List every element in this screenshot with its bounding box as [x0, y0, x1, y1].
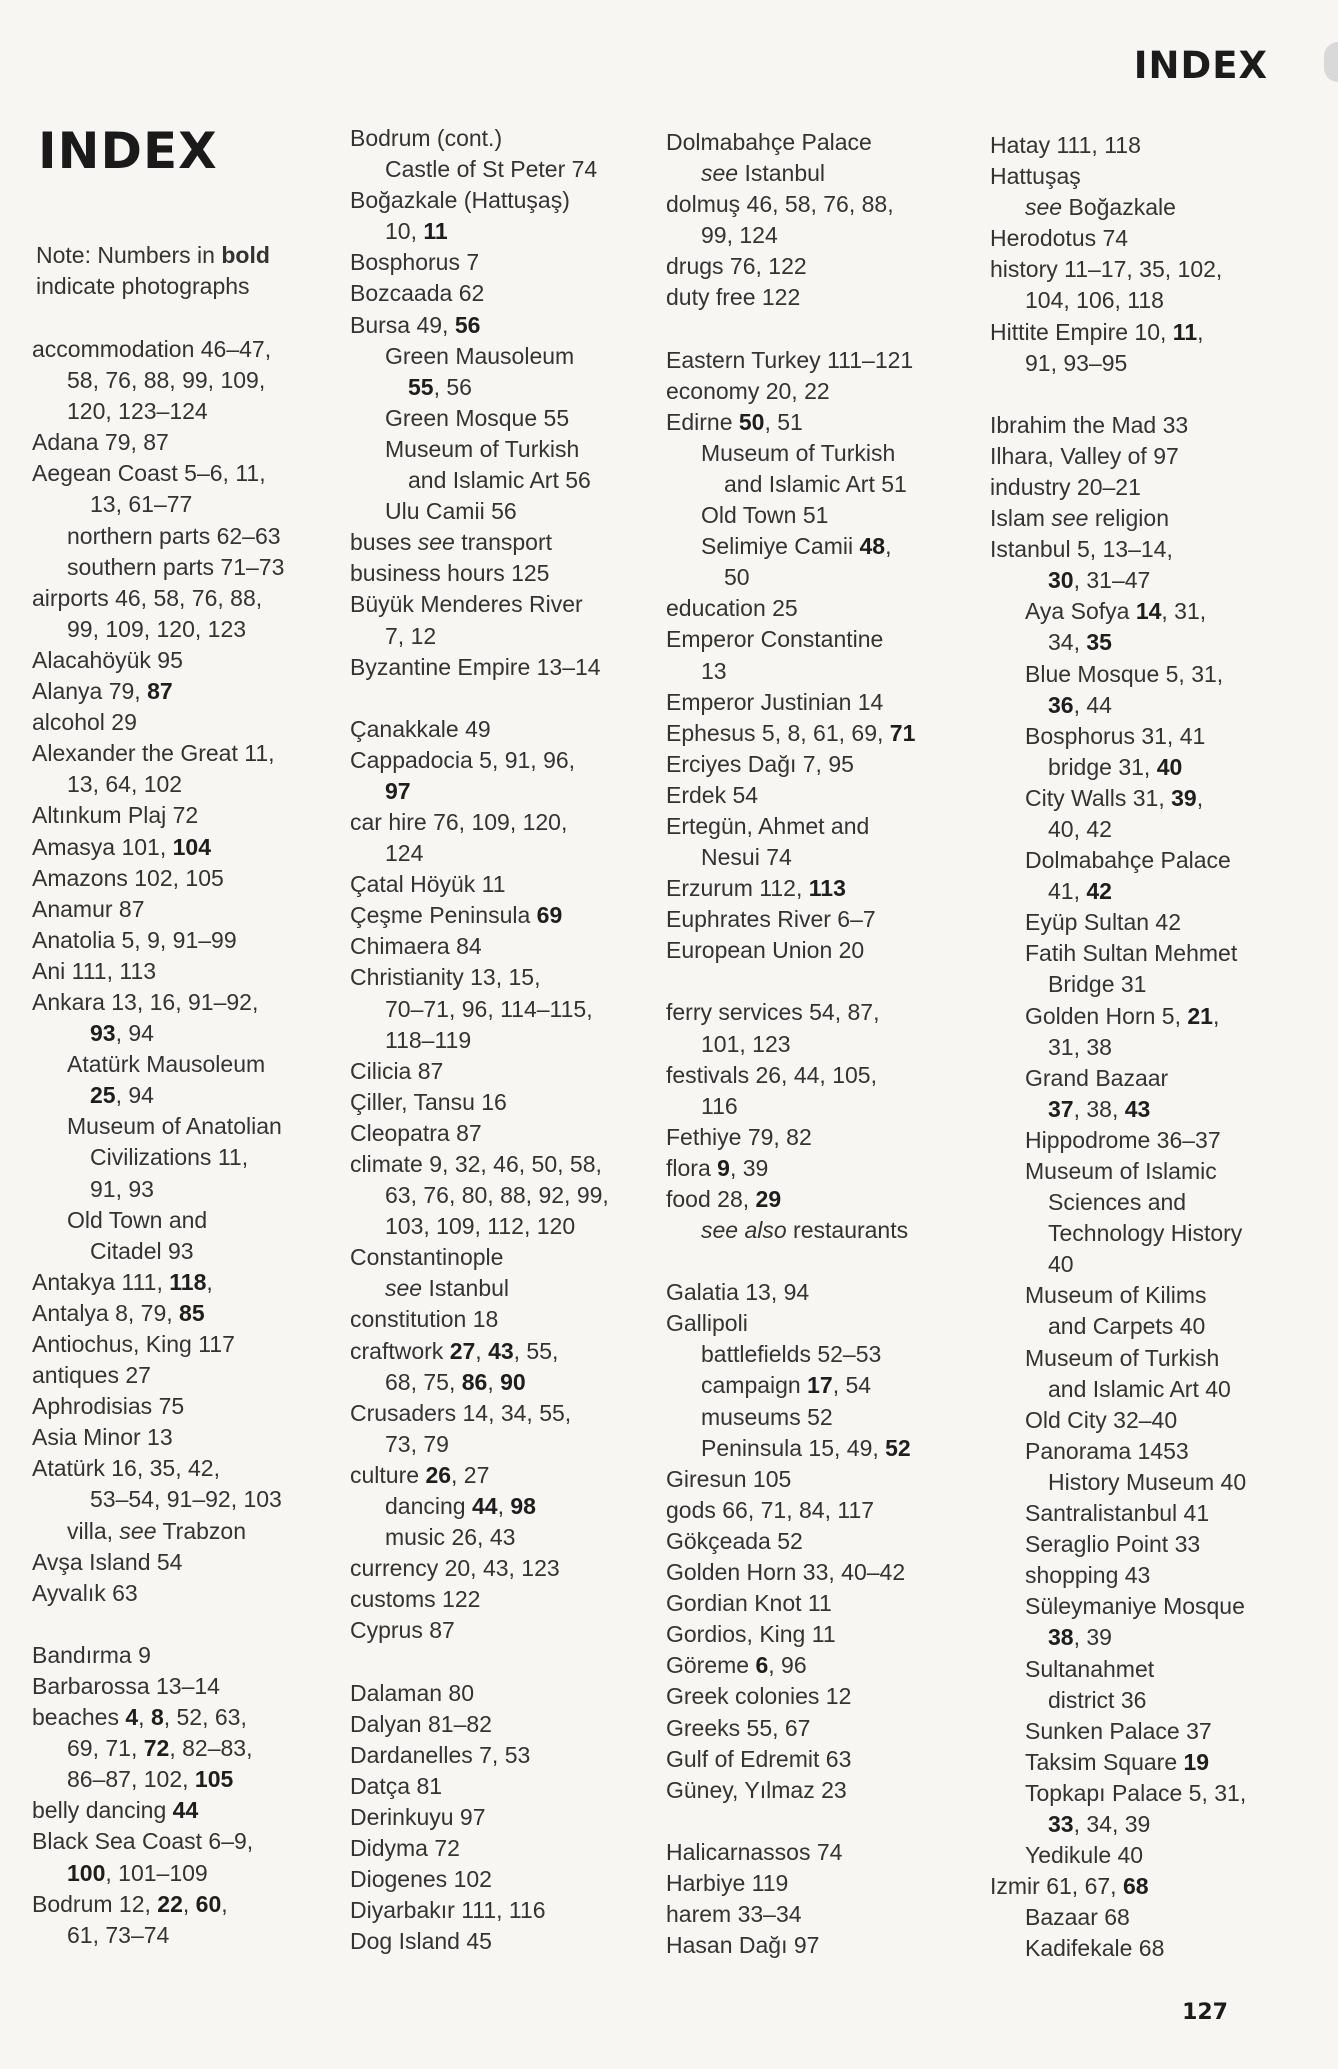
index-entry: history 11–17, 35, 102, — [990, 256, 1223, 283]
index-entry: harem 33–34 — [666, 1900, 802, 1927]
index-subentry: 40, 42 — [1048, 815, 1112, 842]
index-subentry: Taksim Square 19 — [1025, 1748, 1210, 1775]
index-entry: Çiller, Tansu 16 — [350, 1088, 507, 1115]
index-entry: Çanakkale 49 — [350, 715, 491, 742]
index-entry: Didyma 72 — [350, 1834, 460, 1861]
index-entry: Adana 79, 87 — [32, 429, 169, 456]
index-subentry: 101, 123 — [701, 1030, 791, 1057]
index-entry: car hire 76, 109, 120, — [350, 808, 568, 835]
index-note — [36, 240, 336, 302]
index-subentry: Museum of Turkish — [385, 435, 580, 462]
index-subentry: 10, 11 — [385, 218, 448, 245]
index-entry: Emperor Justinian 14 — [666, 688, 884, 715]
index-entry: Derinkuyu 97 — [350, 1803, 486, 1830]
index-entry: Barbarossa 13–14 — [32, 1672, 220, 1699]
index-subentry: City Walls 31, 39, — [1025, 784, 1204, 811]
index-entry: Cilicia 87 — [350, 1057, 444, 1084]
index-entry: Dog Island 45 — [350, 1928, 492, 1955]
note-suffix: indicate photographs — [36, 273, 250, 299]
index-subentry: Süleymaniye Mosque — [1025, 1593, 1245, 1620]
index-subentry: bridge 31, 40 — [1048, 753, 1183, 780]
index-entry: Hasan Dağı 97 — [666, 1932, 820, 1959]
index-subentry: Peninsula 15, 49, 52 — [701, 1434, 911, 1461]
index-entry: Aegean Coast 5–6, 11, — [32, 460, 266, 487]
index-entry: Bosphorus 7 — [350, 249, 480, 276]
index-entry: Ilhara, Valley of 97 — [990, 442, 1179, 469]
index-subentry: 116 — [701, 1092, 738, 1119]
index-entry: Cleopatra 87 — [350, 1119, 482, 1146]
index-column-1 — [32, 334, 342, 1951]
index-subentry: 13, 64, 102 — [67, 771, 183, 798]
index-subentry: Bazaar 68 — [1025, 1904, 1130, 1931]
index-entry: Ankara 13, 16, 91–92, — [32, 988, 259, 1015]
index-entry: Ayvalık 63 — [32, 1579, 138, 1606]
index-entry: Dardanelles 7, 53 — [350, 1741, 531, 1768]
index-subentry: Seraglio Point 33 — [1025, 1531, 1201, 1558]
index-entry: currency 20, 43, 123 — [350, 1555, 560, 1582]
index-subentry: Panorama 1453 — [1025, 1437, 1189, 1464]
index-entry: antiques 27 — [32, 1362, 151, 1389]
index-subentry: Kadifekale 68 — [1025, 1935, 1165, 1962]
index-entry: dolmuş 46, 58, 76, 88, — [666, 191, 894, 218]
index-entry: Dalyan 81–82 — [350, 1710, 492, 1737]
index-subentry: 53–54, 91–92, 103 — [90, 1486, 282, 1513]
index-entry: Diyarbakır 111, 116 — [350, 1897, 546, 1924]
index-subentry: 104, 106, 118 — [1025, 287, 1164, 314]
index-entry: Fethiye 79, 82 — [666, 1123, 812, 1150]
index-subentry: Museum of Turkish — [1025, 1344, 1220, 1371]
index-subentry: 25, 94 — [90, 1082, 154, 1109]
index-entry: Alanya 79, 87 — [32, 678, 173, 705]
index-subentry: Museum of Islamic — [1025, 1158, 1217, 1184]
index-entry: Black Sea Coast 6–9, — [32, 1828, 254, 1855]
index-column-3 — [666, 127, 966, 1961]
index-entry: business hours 125 — [350, 560, 550, 587]
index-entry: industry 20–21 — [990, 473, 1141, 500]
index-entry: Herodotus 74 — [990, 225, 1129, 252]
index-entry: Ertegün, Ahmet and — [666, 812, 870, 839]
index-entry: food 28, 29 — [666, 1186, 782, 1212]
index-entry: Çeşme Peninsula 69 — [350, 902, 563, 929]
index-subentry: 91, 93–95 — [1025, 349, 1128, 376]
index-subentry: 70–71, 96, 114–115, — [385, 995, 593, 1022]
index-subentry: Green Mausoleum — [385, 342, 575, 369]
index-subentry: and Islamic Art 51 — [724, 470, 907, 497]
index-entry: Bursa 49, 56 — [350, 311, 481, 338]
index-entry: Büyük Menderes River — [350, 591, 583, 618]
index-subentry: 30, 31–47 — [1048, 567, 1151, 594]
index-entry: Halicarnassos 74 — [666, 1838, 843, 1865]
index-subentry: 40 — [1048, 1251, 1074, 1278]
index-subentry: Museum of Turkish — [701, 439, 896, 466]
index-entry: Crusaders 14, 34, 55, — [350, 1399, 572, 1426]
index-subentry: southern parts 71–73 — [67, 553, 285, 580]
index-entry: Emperor Constantine — [666, 626, 884, 653]
index-entry: Bodrum (cont.) — [350, 125, 503, 151]
index-entry: Göreme 6, 96 — [666, 1652, 807, 1679]
index-entry: Ani 111, 113 — [32, 957, 157, 984]
index-column-4 — [990, 130, 1290, 1964]
index-subentry: 13, 61–77 — [90, 491, 193, 518]
running-head: INDEX — [1133, 44, 1268, 87]
index-subentry: museums 52 — [701, 1403, 833, 1430]
index-entry: climate 9, 32, 46, 50, 58, — [350, 1151, 602, 1177]
index-entry: Hattuşaş — [990, 163, 1081, 190]
index-subentry: 58, 76, 88, 99, 109, — [67, 367, 266, 394]
index-subentry: Atatürk Mausoleum — [67, 1051, 266, 1078]
index-entry: Amasya 101, 104 — [32, 833, 212, 860]
index-subentry: shopping 43 — [1025, 1562, 1151, 1589]
index-subentry: 99, 124 — [701, 222, 778, 249]
index-entry: Ibrahim the Mad 33 — [990, 411, 1189, 438]
index-entry: Güney, Yılmaz 23 — [666, 1776, 847, 1803]
index-subentry: Technology History — [1048, 1220, 1243, 1247]
index-subentry: 55, 56 — [408, 373, 472, 400]
index-subentry: Green Mosque 55 — [385, 404, 570, 431]
index-subentry: Grand Bazaar — [1025, 1064, 1169, 1091]
index-entry: Galatia 13, 94 — [666, 1279, 810, 1306]
index-entry: Hatay 111, 118 — [990, 132, 1141, 158]
index-entry: Gökçeada 52 — [666, 1527, 803, 1554]
index-subentry: Old City 32–40 — [1025, 1406, 1178, 1433]
index-entry: Diogenes 102 — [350, 1866, 492, 1893]
index-entry: Greeks 55, 67 — [666, 1714, 811, 1741]
index-subentry: Bridge 31 — [1048, 971, 1147, 998]
index-entry: Gordian Knot 11 — [666, 1590, 832, 1617]
index-subentry: northern parts 62–63 — [67, 522, 281, 549]
index-subentry: 91, 93 — [90, 1175, 154, 1202]
index-entry: Boğazkale (Hattuşaş) — [350, 187, 570, 214]
index-subentry: 118–119 — [385, 1026, 472, 1053]
index-subentry: Eyüp Sultan 42 — [1025, 909, 1182, 936]
index-entry: Atatürk 16, 35, 42, — [32, 1455, 220, 1482]
index-subentry: Sciences and — [1048, 1189, 1187, 1216]
index-subentry: 31, 38 — [1048, 1033, 1112, 1060]
index-subentry: Ulu Camii 56 — [385, 498, 517, 525]
index-entry: drugs 76, 122 — [666, 253, 807, 280]
index-subentry: 99, 109, 120, 123 — [67, 615, 247, 642]
index-subentry: Santralistanbul 41 — [1025, 1500, 1210, 1527]
index-entry: Christianity 13, 15, — [350, 964, 541, 991]
index-entry: Erzurum 112, 113 — [666, 875, 846, 902]
index-subentry: Old Town 51 — [701, 502, 829, 529]
index-entry: constitution 18 — [350, 1306, 499, 1333]
index-entry: beaches 4, 8, 52, 63, — [32, 1704, 247, 1731]
index-entry: Dalaman 80 — [350, 1679, 475, 1706]
index-entry: Bozcaada 62 — [350, 280, 485, 307]
index-entry: Izmir 61, 67, 68 — [990, 1873, 1149, 1900]
index-subentry: 7, 12 — [385, 622, 437, 649]
index-entry: Constantinople — [350, 1244, 504, 1271]
index-entry: Bodrum 12, 22, 60, — [32, 1890, 228, 1917]
index-subentry: see Istanbul — [385, 1275, 510, 1302]
index-entry: Harbiye 119 — [666, 1869, 789, 1896]
index-subentry: Yedikule 40 — [1025, 1842, 1144, 1869]
index-entry: Gordios, King 11 — [666, 1621, 836, 1648]
index-entry: Altınkum Plaj 72 — [32, 802, 199, 829]
index-subentry: see Boğazkale — [1025, 194, 1176, 221]
index-subentry: district 36 — [1048, 1686, 1147, 1713]
index-subentry: Golden Horn 5, 21, — [1025, 1002, 1220, 1029]
index-entry: belly dancing 44 — [32, 1797, 199, 1824]
index-subentry: Blue Mosque 5, 31, — [1025, 660, 1224, 687]
index-subentry: Nesui 74 — [701, 844, 792, 871]
index-entry: customs 122 — [350, 1586, 481, 1613]
index-subentry: 38, 39 — [1048, 1624, 1112, 1651]
index-subentry: 68, 75, 86, 90 — [385, 1368, 526, 1395]
index-subentry: Castle of St Peter 74 — [385, 156, 598, 183]
index-subentry: Museum of Anatolian — [67, 1113, 282, 1140]
index-subentry: 33, 34, 39 — [1048, 1810, 1151, 1837]
index-subentry: Hippodrome 36–37 — [1025, 1126, 1221, 1153]
index-entry: Greek colonies 12 — [666, 1683, 852, 1710]
index-subentry: Topkapı Palace 5, 31, — [1025, 1779, 1247, 1806]
index-entry: Cappadocia 5, 91, 96, — [350, 746, 576, 773]
index-entry: Euphrates River 6–7 — [666, 906, 876, 933]
index-entry: craftwork 27, 43, 55, — [350, 1337, 559, 1364]
index-subentry: see Istanbul — [701, 160, 826, 187]
index-entry: Ephesus 5, 8, 61, 69, 71 — [666, 719, 916, 746]
index-entry: airports 46, 58, 76, 88, — [32, 584, 263, 611]
index-entry: Alexander the Great 11, — [32, 740, 275, 767]
index-entry: Anatolia 5, 9, 91–99 — [32, 926, 237, 953]
index-entry: Giresun 105 — [666, 1465, 792, 1492]
index-entry: Anamur 87 — [32, 895, 145, 922]
index-subentry: 13 — [701, 657, 727, 684]
index-entry: buses see transport — [350, 529, 553, 556]
index-subentry: 97 — [385, 777, 411, 804]
page-title: INDEX — [38, 122, 218, 180]
index-subentry: 69, 71, 72, 82–83, — [67, 1735, 253, 1762]
index-entry: Byzantine Empire 13–14 — [350, 653, 601, 680]
index-entry: festivals 26, 44, 105, — [666, 1061, 877, 1088]
index-subentry: 120, 123–124 — [67, 398, 208, 425]
index-entry: duty free 122 — [666, 284, 801, 311]
index-subentry: music 26, 43 — [385, 1524, 516, 1551]
index-subentry: 63, 76, 80, 88, 92, 99, — [385, 1182, 609, 1209]
index-entry: Amazons 102, 105 — [32, 864, 224, 891]
index-subentry: 37, 38, 43 — [1048, 1095, 1151, 1122]
index-subentry: Selimiye Camii 48, — [701, 533, 892, 560]
index-entry: Datça 81 — [350, 1772, 443, 1799]
index-subentry: 100, 101–109 — [67, 1859, 208, 1886]
index-subentry: battlefields 52–53 — [701, 1341, 882, 1368]
index-entry: economy 20, 22 — [666, 377, 830, 404]
index-entry: Erdek 54 — [666, 781, 759, 808]
index-column-2 — [350, 123, 650, 1957]
index-subentry: Bosphorus 31, 41 — [1025, 722, 1206, 749]
index-entry: Cyprus 87 — [350, 1617, 455, 1644]
index-entry: Chimaera 84 — [350, 933, 482, 960]
index-entry: flora 9, 39 — [666, 1154, 769, 1181]
index-entry: Çatal Höyük 11 — [350, 871, 506, 898]
index-entry: Alacahöyük 95 — [32, 646, 183, 673]
index-entry: Islam see religion — [990, 505, 1169, 532]
index-subentry: campaign 17, 54 — [701, 1372, 872, 1399]
index-entry: Asia Minor 13 — [32, 1424, 173, 1451]
index-entry: Edirne 50, 51 — [666, 408, 803, 435]
index-subentry: Old Town and — [67, 1206, 208, 1233]
index-subentry: 41, 42 — [1048, 878, 1112, 905]
index-subentry: 103, 109, 112, 120 — [385, 1213, 576, 1240]
index-entry: Eastern Turkey 111–121 — [666, 346, 914, 373]
index-subentry: and Islamic Art 56 — [408, 467, 591, 494]
index-subentry: 61, 73–74 — [67, 1921, 170, 1948]
index-entry: Antakya 111, 118, — [32, 1268, 213, 1295]
index-subentry: 86–87, 102, 105 — [67, 1766, 234, 1793]
index-subentry: Fatih Sultan Mehmet — [1025, 940, 1238, 967]
index-subentry: 93, 94 — [90, 1020, 154, 1047]
index-subentry: Museum of Kilims — [1025, 1282, 1207, 1309]
index-entry: Dolmabahçe Palace — [666, 129, 872, 155]
index-subentry: see also restaurants — [701, 1217, 909, 1244]
index-subentry: Dolmabahçe Palace — [1025, 847, 1231, 874]
index-entry: Avşa Island 54 — [32, 1548, 183, 1575]
index-entry: gods 66, 71, 84, 117 — [666, 1496, 875, 1523]
index-entry: Bandırma 9 — [32, 1641, 151, 1668]
index-entry: Istanbul 5, 13–14, — [990, 536, 1173, 563]
index-subentry: and Islamic Art 40 — [1048, 1375, 1231, 1402]
index-subentry: 73, 79 — [385, 1430, 449, 1457]
index-entry: ferry services 54, 87, — [666, 999, 880, 1026]
thumb-tab — [1324, 42, 1338, 82]
index-subentry: and Carpets 40 — [1048, 1313, 1206, 1340]
index-entry: Antalya 8, 79, 85 — [32, 1299, 205, 1326]
index-subentry: 34, 35 — [1048, 629, 1112, 656]
note-bold-word: bold — [221, 242, 270, 268]
index-entry: European Union 20 — [666, 937, 865, 964]
note-prefix: Note: Numbers in — [36, 242, 222, 268]
index-entry: education 25 — [666, 595, 798, 622]
index-entry: accommodation 46–47, — [32, 336, 272, 362]
index-entry: Gallipoli — [666, 1310, 748, 1337]
index-entry: Hittite Empire 10, 11, — [990, 318, 1204, 345]
index-subentry: villa, see Trabzon — [67, 1517, 246, 1544]
index-subentry: dancing 44, 98 — [385, 1493, 536, 1520]
index-subentry: Citadel 93 — [90, 1237, 194, 1264]
index-entry: alcohol 29 — [32, 709, 137, 736]
page-number: 127 — [1182, 2000, 1228, 2025]
index-subentry: 124 — [385, 840, 424, 867]
index-entry: Golden Horn 33, 40–42 — [666, 1559, 906, 1586]
index-subentry: Aya Sofya 14, 31, — [1025, 598, 1207, 625]
index-entry: Erciyes Dağı 7, 95 — [666, 750, 854, 777]
index-entry: Antiochus, King 117 — [32, 1331, 235, 1357]
index-entry: culture 26, 27 — [350, 1461, 490, 1488]
index-subentry: Sultanahmet — [1025, 1655, 1155, 1682]
index-subentry: Civilizations 11, — [90, 1144, 249, 1171]
index-entry: Aphrodisias 75 — [32, 1393, 185, 1420]
index-entry: Gulf of Edremit 63 — [666, 1745, 852, 1772]
index-subentry: 50 — [724, 564, 750, 591]
index-subentry: History Museum 40 — [1048, 1468, 1247, 1495]
index-subentry: Sunken Palace 37 — [1025, 1717, 1212, 1744]
index-subentry: 36, 44 — [1048, 691, 1112, 718]
